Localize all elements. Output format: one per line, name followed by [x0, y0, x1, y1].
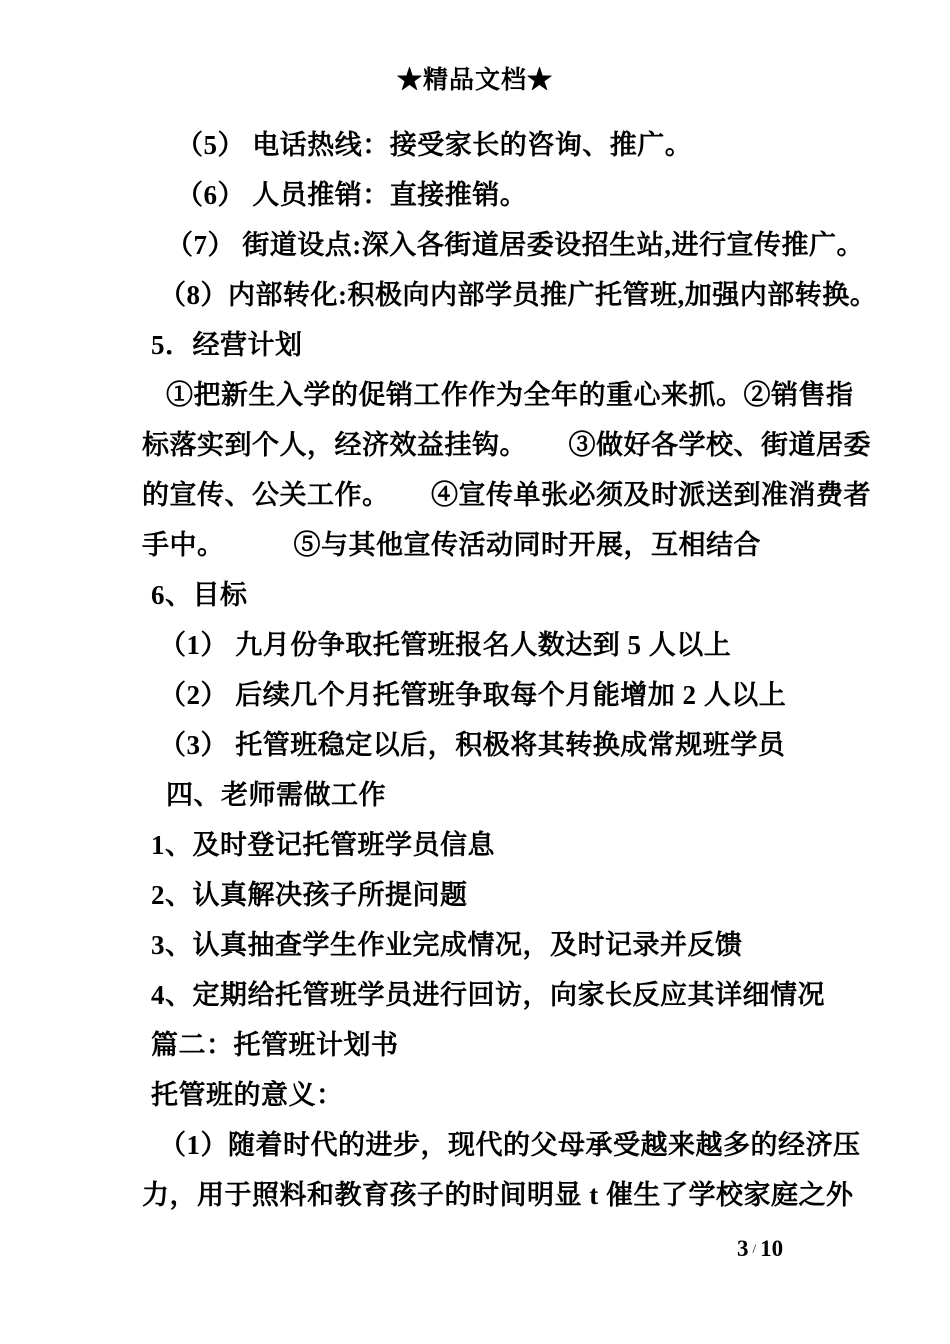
text-line: （5） 电话热线：接受家长的咨询、推广。 — [176, 130, 693, 160]
text-line: （2） 后续几个月托管班争取每个月能增加 2 人以上 — [159, 680, 787, 710]
current-page-number: 3 — [737, 1236, 749, 1261]
text-line: 四、老师需做工作 — [166, 780, 386, 810]
text-line: （1）随着时代的进步，现代的父母承受越来越多的经济压 — [159, 1130, 861, 1160]
text-line: 托管班的意义： — [151, 1080, 344, 1110]
page-number — [737, 1236, 783, 1262]
text-line: 2、认真解决孩子所提问题 — [151, 880, 468, 910]
text-line: （8）内部转化:积极向内部学员推广托管班,加强内部转换。 — [159, 280, 878, 310]
text-line: 4、定期给托管班学员进行回访，向家长反应其详细情况 — [151, 980, 825, 1010]
text-line: （3） 托管班稳定以后，积极将其转换成常规班学员 — [159, 730, 786, 760]
text-line: ①把新生入学的促销工作作为全年的重心来抓。②销售指 — [166, 380, 854, 410]
text-line: 手中。 ⑤与其他宣传活动同时开展，互相结合 — [142, 530, 761, 560]
text-line: （1） 九月份争取托管班报名人数达到 5 人以上 — [159, 630, 732, 660]
text-line: （7） 街道设点:深入各街道居委设招生站,进行宣传推广。 — [166, 230, 864, 260]
text-line: 1、及时登记托管班学员信息 — [151, 830, 495, 860]
text-line: 5．经营计划 — [151, 330, 303, 360]
text-line: 的宣传、公关工作。 ④宣传单张必须及时派送到准消费者 — [142, 480, 871, 510]
total-pages-number: 10 — [760, 1236, 784, 1261]
document-body — [142, 120, 890, 1220]
text-line: 力，用于照料和教育孩子的时间明显 t 催生了学校家庭之外 — [142, 1180, 854, 1210]
text-line: 标落实到个人，经济效益挂钩。 ③做好各学校、街道居委 — [142, 430, 871, 460]
page-number-separator: / — [752, 1241, 757, 1256]
text-line: 6、目标 — [151, 580, 248, 610]
document-header-title: ★精品文档★ — [396, 67, 553, 94]
text-line: 3、认真抽查学生作业完成情况，及时记录并反馈 — [151, 930, 743, 960]
text-line: （6） 人员推销：直接推销。 — [176, 180, 528, 210]
text-line: 篇二：托管班计划书 — [151, 1030, 399, 1060]
